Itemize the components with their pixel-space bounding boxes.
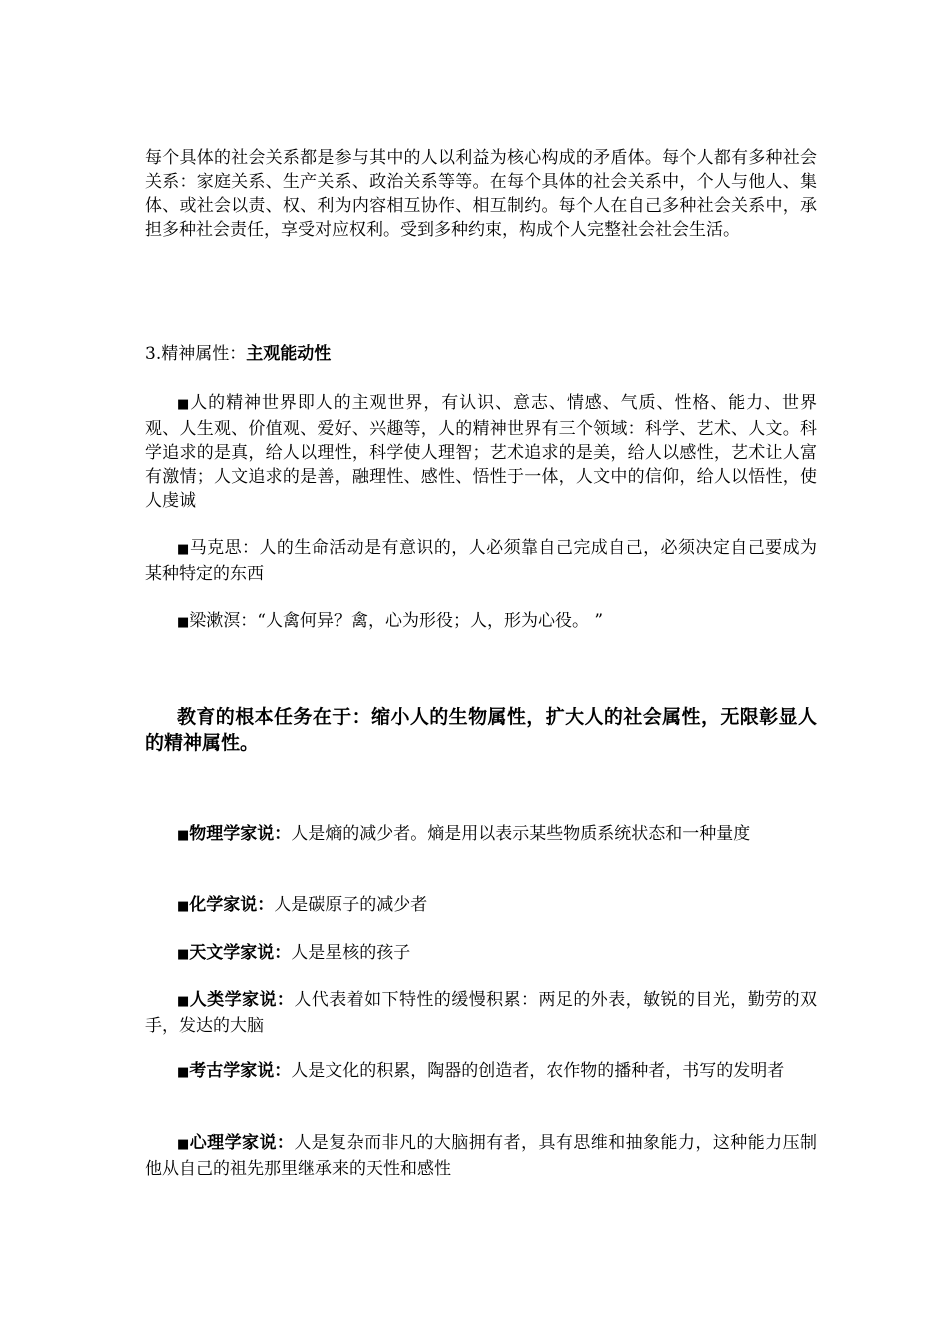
saying-text: 人是星核的孩子 bbox=[291, 943, 411, 963]
saying-chemist bbox=[145, 893, 817, 919]
section-heading-spirit bbox=[145, 342, 817, 366]
saying-text: 人是熵的减少者。熵是用以表示某些物质系统状态和一种量度 bbox=[291, 824, 751, 844]
saying-speaker: 考古学家说： bbox=[189, 1061, 292, 1081]
education-task-heading: 教育的根本任务在于：缩小人的生物属性，扩大人的社会属性，无限彰显人的精神属性。 bbox=[145, 706, 817, 754]
saying-text: 人是碳原子的减少者 bbox=[274, 895, 428, 915]
section-label: 3.精神属性： bbox=[145, 344, 247, 364]
bullet-square-icon: ■ bbox=[177, 1065, 190, 1080]
saying-text: 人是文化的积累，陶器的创造者，农作物的播种者，书写的发明者 bbox=[291, 1061, 785, 1081]
bullet-square-icon: ■ bbox=[177, 397, 191, 412]
saying-archaeologist bbox=[145, 1059, 817, 1085]
bullet-square-icon: ■ bbox=[177, 994, 190, 1009]
saying-text: 人代表着如下特性的缓慢积累：两足的外表，敏锐的目光，勤劳的双手，发达的大脑 bbox=[145, 990, 818, 1036]
bullet-text: 人的精神世界即人的主观世界，有认识、意志、情感、气质、性格、能力、世界观、人生观、价值观、爱好、兴趣等，人的精神世界有三个领域：科学、艺术、人文。科学追求的是真，给人以理性，科学使人理智；艺术追求的是美，给人以感性，艺术让人富有激情；人文追求的是善，融理性、感性、悟性于一体，人文中的信仰，给人以悟性，使人虔诚 bbox=[145, 393, 817, 511]
bullet-text: 梁漱溟：“人禽何异？禽，心为形役；人，形为心役。 ” bbox=[189, 611, 604, 631]
saying-speaker: 化学家说： bbox=[189, 895, 275, 915]
saying-speaker: 天文学家说： bbox=[189, 943, 292, 963]
bullet-paragraph-spirit bbox=[145, 391, 817, 513]
paragraph-social-relations: 每个具体的社会关系都是参与其中的人以利益为核心构成的矛盾体。每个人都有多种社会关系：家庭关系、生产关系、政治关系等等。在每个具体的社会关系中，个人与他人、集体、或社会以责、权、利为内容相互协作、相互制约。每个人在自己多种社会关系中，承担多种社会责任，享受对应权利。受到多种约束，构成个人完整社会社会生活。 bbox=[145, 148, 817, 240]
bullet-text: 马克思：人的生命活动是有意识的，人必须靠自己完成自己，必须决定自己要成为某种特定的东西 bbox=[145, 538, 817, 584]
saying-speaker: 物理学家说： bbox=[189, 824, 292, 844]
bullet-square-icon: ■ bbox=[177, 1137, 190, 1152]
saying-speaker: 人类学家说： bbox=[189, 990, 295, 1010]
saying-text: 人是复杂而非凡的大脑拥有者，具有思维和抽象能力，这种能力压制他从自己的祖先那里继承来的天性和感性 bbox=[145, 1133, 818, 1179]
bullet-square-icon: ■ bbox=[177, 947, 190, 962]
saying-astronomer bbox=[145, 941, 817, 967]
bullet-square-icon: ■ bbox=[177, 615, 190, 630]
bullet-square-icon: ■ bbox=[177, 542, 190, 557]
bullet-paragraph-liang bbox=[145, 609, 817, 635]
section-title: 主观能动性 bbox=[246, 344, 332, 364]
saying-physicist bbox=[145, 822, 817, 848]
bullet-square-icon: ■ bbox=[177, 899, 190, 914]
saying-anthropologist bbox=[145, 988, 817, 1038]
bullet-square-icon: ■ bbox=[177, 828, 190, 843]
saying-psychologist bbox=[145, 1131, 817, 1181]
saying-speaker: 心理学家说： bbox=[189, 1133, 295, 1153]
bullet-paragraph-marx bbox=[145, 536, 817, 586]
